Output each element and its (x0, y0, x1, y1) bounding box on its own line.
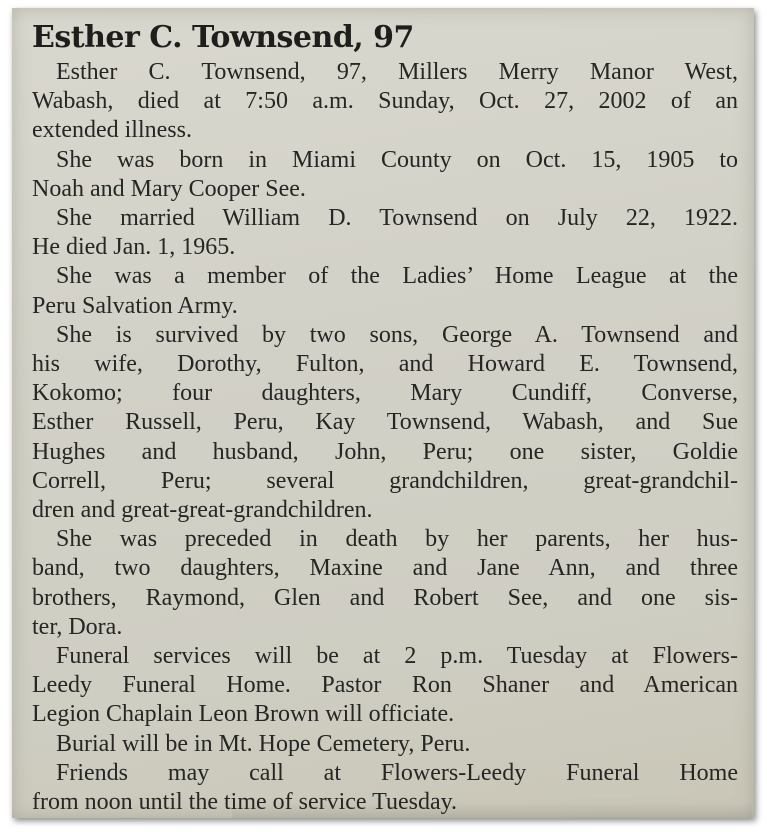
torn-bottom-edge (232, 802, 752, 818)
newspaper-clipping (12, 8, 754, 818)
obituary-line: Funeral services will be at 2 p.m. Tuesday at Flowers- (56, 643, 738, 670)
obituary-line: He died Jan. 1, 1965. (32, 234, 236, 261)
obituary-line: from noon until the time of service Tuesday. (32, 789, 458, 816)
obituary-line: She was a member of the Ladies’ Home League at the (56, 263, 738, 290)
obituary-line: Noah and Mary Cooper See. (32, 175, 306, 202)
obituary-body (32, 58, 738, 817)
obituary-line: brothers, Raymond, Glen and Robert See, and one sis- (32, 584, 738, 611)
obituary-paragraph (32, 730, 738, 759)
obituary-line: Correll, Peru; several grandchildren, great-grandchil- (32, 467, 738, 494)
obituary-line: Friends may call at Flowers-Leedy Funeral Home (56, 759, 738, 786)
obituary-paragraph (32, 525, 738, 642)
obituary-paragraph (32, 262, 738, 320)
obituary-line: ter, Dora. (32, 613, 123, 640)
obituary-line: his wife, Dorothy, Fulton, and Howard E. Townsend, (32, 351, 738, 378)
obituary-line: extended illness. (32, 117, 192, 144)
obituary-line: Wabash, died at 7:50 a.m. Sunday, Oct. 27, 2002 of an (32, 88, 738, 115)
obituary-line: Esther C. Townsend, 97, Millers Merry Manor West, (56, 59, 738, 85)
obituary-line: Leedy Funeral Home. Pastor Ron Shaner and American (32, 672, 738, 699)
obituary-line: She married William D. Townsend on July 22, 1922. (56, 205, 738, 232)
obituary-line: Burial will be in Mt. Hope Cemetery, Peru. (56, 730, 471, 757)
obituary-line: She was preceded in death by her parents, her hus- (56, 526, 738, 553)
obituary-line: Hughes and husband, John, Peru; one sister, Goldie (32, 438, 738, 465)
obituary-line: band, two daughters, Maxine and Jane Ann, and three (32, 555, 738, 582)
obituary-line: She was born in Miami County on Oct. 15, 1905 to (56, 146, 738, 173)
obituary-line: dren and great-great-grandchildren. (32, 497, 373, 524)
obituary-paragraph (32, 146, 738, 204)
obituary-paragraph (32, 58, 738, 146)
obituary-paragraph (32, 204, 738, 262)
obituary-line: Legion Chaplain Leon Brown will officiate. (32, 701, 455, 728)
obituary-line: Kokomo; four daughters, Mary Cundiff, Converse, (32, 380, 738, 407)
obituary-paragraph (32, 321, 738, 525)
obituary-line: Peru Salvation Army. (32, 292, 238, 319)
obituary-line: She is survived by two sons, George A. Townsend and (56, 321, 738, 348)
obituary-paragraph (32, 642, 738, 730)
obituary-headline: Esther C. Townsend, 97 (32, 20, 414, 55)
obituary-line: Esther Russell, Peru, Kay Townsend, Wabash, and Sue (32, 409, 738, 436)
